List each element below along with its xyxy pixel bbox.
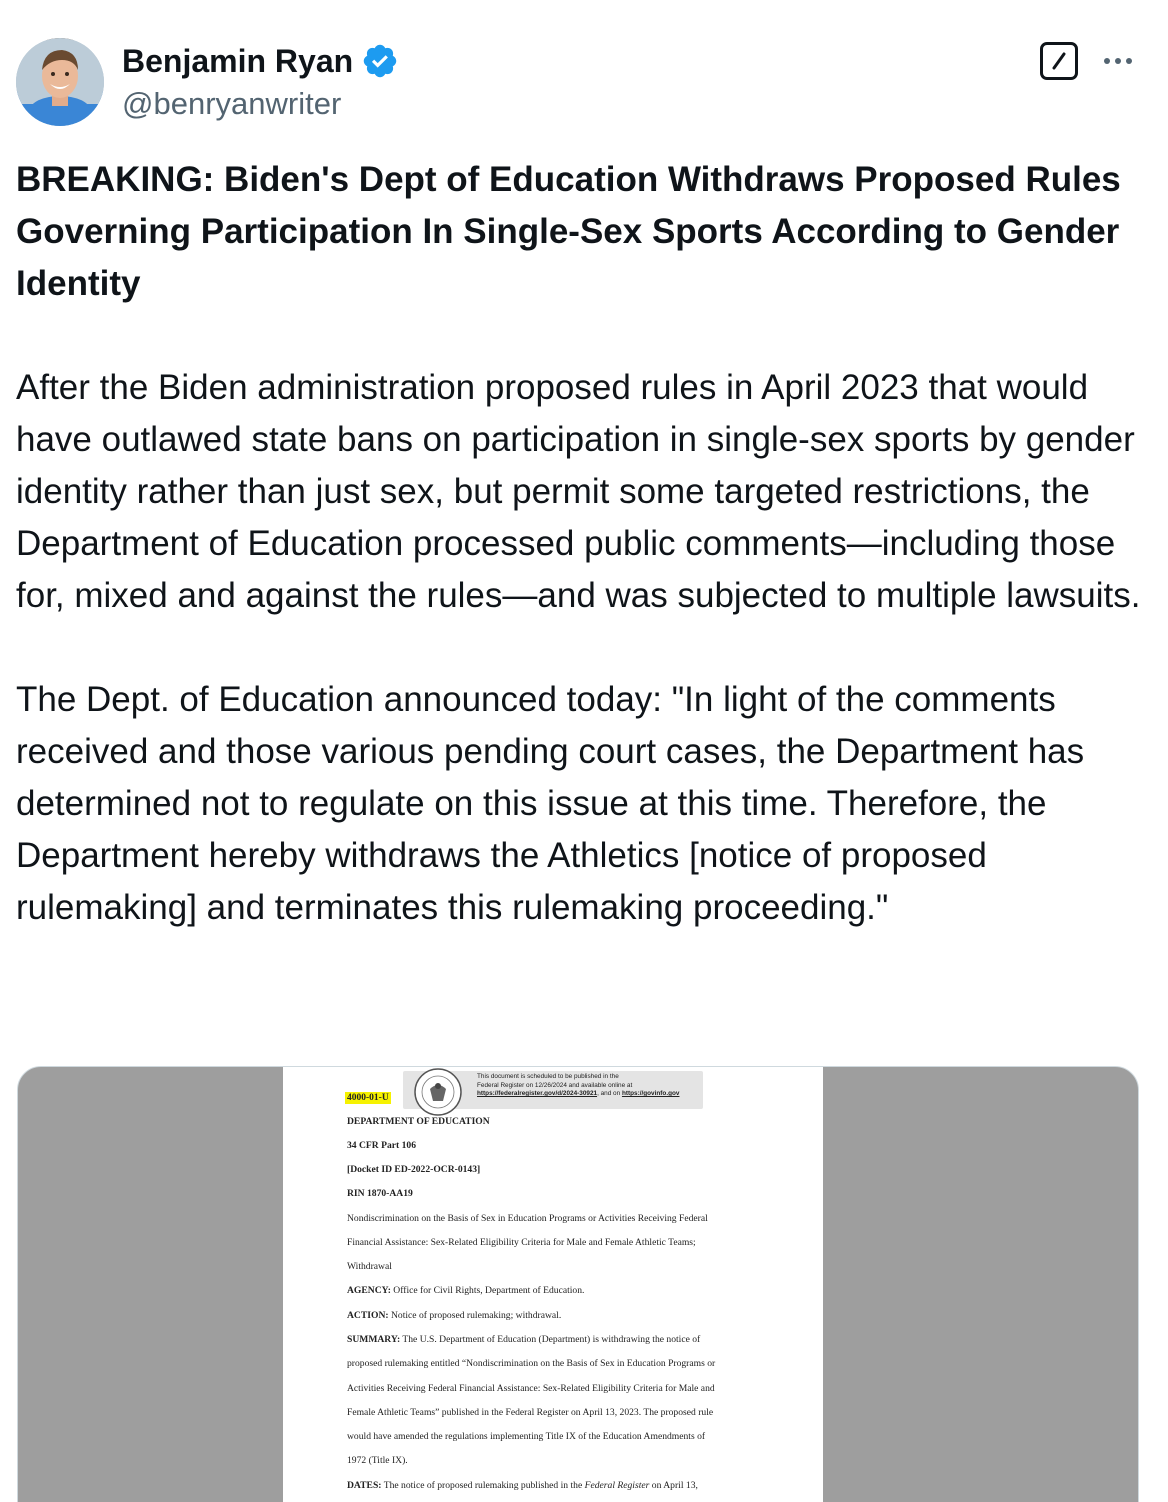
document-code: 4000-01-U bbox=[347, 1093, 389, 1103]
doc-title-line: Withdrawal bbox=[347, 1261, 392, 1272]
tweet-headline: BREAKING: Biden's Dept of Education Withdraws Proposed Rules Governing Participation In Single-Sex Sports According to Gender Identity bbox=[16, 160, 1121, 303]
publish-note-line: Federal Register on 12/26/2024 and available online at bbox=[477, 1081, 633, 1089]
more-icon-dot bbox=[1126, 58, 1132, 64]
more-options-button[interactable] bbox=[1098, 46, 1138, 76]
doc-summary-line: proposed rulemaking entitled “Nondiscrimination on the Basis of Sex in Education Programs or bbox=[347, 1358, 716, 1369]
doc-title-line: Financial Assistance: Sex-Related Eligibility Criteria for Male and Female Athletic Teams; bbox=[347, 1237, 696, 1248]
doc-rin: RIN 1870-AA19 bbox=[347, 1188, 413, 1199]
department-seal-icon bbox=[413, 1067, 463, 1117]
author-name-text[interactable]: Benjamin Ryan bbox=[122, 43, 354, 79]
tweet-media-image[interactable] bbox=[17, 1066, 1139, 1502]
doc-action: ACTION: Notice of proposed rulemaking; withdrawal. bbox=[347, 1310, 562, 1321]
doc-summary-line: 1972 (Title IX). bbox=[347, 1455, 408, 1466]
doc-summary-line: Female Athletic Teams” published in the Federal Register on April 13, 2023. The proposed rule bbox=[347, 1407, 714, 1418]
more-icon-dot bbox=[1104, 58, 1110, 64]
doc-cfr: 34 CFR Part 106 bbox=[347, 1140, 417, 1151]
avatar-photo bbox=[16, 38, 104, 126]
verified-badge-icon bbox=[361, 42, 399, 80]
doc-docket: [Docket ID ED-2022-OCR-0143] bbox=[347, 1164, 481, 1175]
grok-button[interactable] bbox=[1040, 42, 1078, 80]
tweet-text bbox=[16, 154, 1146, 934]
publish-note-line: This document is scheduled to be published in the bbox=[477, 1073, 619, 1080]
author-name[interactable] bbox=[122, 42, 399, 80]
doc-dept: DEPARTMENT OF EDUCATION bbox=[347, 1116, 490, 1127]
govinfo-link: https://govinfo.gov bbox=[621, 1090, 680, 1098]
doc-dates: DATES: The notice of proposed rulemaking published in the Federal Register on April 13, bbox=[347, 1480, 698, 1491]
tweet-paragraph-2: The Dept. of Education announced today: "In light of the comments received and those various pending court cases, the Department has determined not to regulate on this issue at this time. Therefore, the Department hereby withdraws the Athletics [notice of proposed rulemaking] and terminates this rulemaking proceeding." bbox=[16, 680, 1085, 927]
document-page bbox=[283, 1067, 823, 1502]
federal-register-link: https://federalregister.gov/d/2024-30921 bbox=[477, 1090, 598, 1098]
doc-summary-line: Activities Receiving Federal Financial Assistance: Sex-Related Eligibility Criteria for Male and bbox=[347, 1383, 715, 1394]
publish-note bbox=[477, 1073, 707, 1099]
more-icon-dot bbox=[1115, 58, 1121, 64]
author-handle[interactable]: @benryanwriter bbox=[122, 86, 342, 121]
doc-agency: AGENCY: Office for Civil Rights, Department of Education. bbox=[347, 1285, 585, 1296]
doc-title-line: Nondiscrimination on the Basis of Sex in Education Programs or Activities Receiving Federal bbox=[347, 1213, 708, 1224]
grok-icon bbox=[1048, 50, 1070, 72]
doc-summary: SUMMARY: The U.S. Department of Education (Department) is withdrawing the notice of bbox=[347, 1334, 701, 1345]
author-avatar[interactable] bbox=[16, 38, 104, 126]
publish-and-on: , and on bbox=[597, 1090, 621, 1098]
tweet-paragraph-1: After the Biden administration proposed rules in April 2023 that would have outlawed state bans on participation in single-sex sports by gender identity rather than just sex, but permit some targeted restrictions, the Department of Education processed public comments—including those for, mixed and against the rules—and was subjected to multiple lawsuits. bbox=[16, 368, 1141, 615]
publish-note-links bbox=[477, 1090, 707, 1099]
doc-summary-line: would have amended the regulations implementing Title IX of the Education Amendments of bbox=[347, 1431, 706, 1442]
